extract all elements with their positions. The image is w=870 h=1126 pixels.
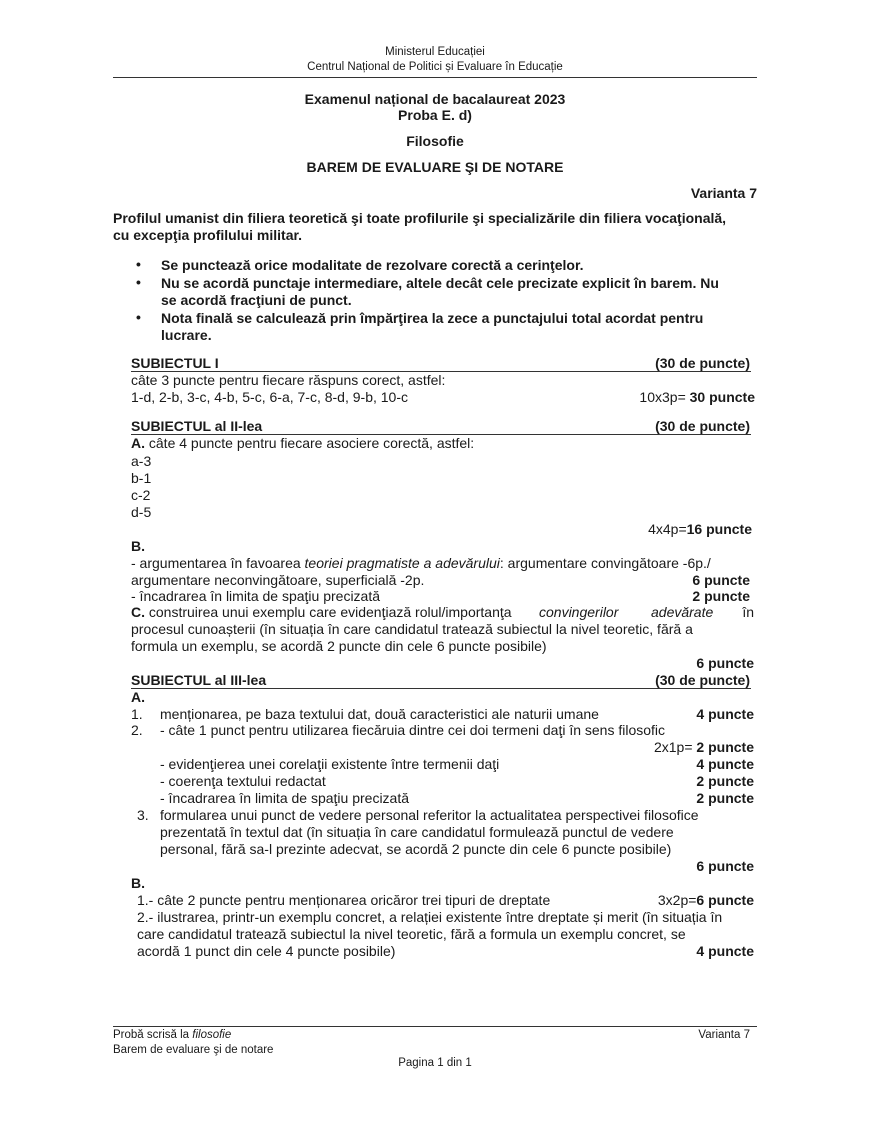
s2-b1-score: 6 puncte <box>692 572 750 588</box>
s3-i3-line-3: personal, fără sa-l prezinte adecvat, se acordă 2 puncte din cele 6 puncte posibile) <box>160 841 672 857</box>
s1-calc: 10x3p= <box>639 389 686 405</box>
center-name: Centrul Național de Politici și Evaluare în Educație <box>307 61 563 73</box>
s2-heading: SUBIECTUL al II-lea <box>131 418 263 434</box>
s2-c-italic-2: adevărate <box>651 604 714 620</box>
s3-i3-line-2: prezentată în textul dat (în situația în care candidatul formulează punctul de vedere <box>160 824 674 840</box>
exam-title: Examenul național de bacalaureat 2023 <box>304 91 566 107</box>
s2-c-line <box>131 604 512 620</box>
s3-i2c-text: - coerenţa textului redactat <box>160 773 326 789</box>
s3-i3-num: 3. <box>137 807 149 823</box>
footer-page-number: Pagina 1 din 1 <box>398 1057 472 1069</box>
s3-i1-score: 4 puncte <box>696 706 754 722</box>
s3-i2a-calc: 2x1p= <box>653 739 693 755</box>
s2-c-italic-1: convingerilor <box>539 604 619 620</box>
rule-3-line-2: lucrare. <box>161 327 212 343</box>
header-divider <box>113 77 757 78</box>
s3-b2-score: 4 puncte <box>696 943 754 959</box>
s3-i1-num: 1. <box>131 706 143 722</box>
s3-b2-line-3: acordă 1 punct din cele 4 puncte posibile) <box>137 943 396 959</box>
s3-b2-line-1: 2.- ilustrarea, printr-un exemplu concret, a relației existente între dreptate și merit (în situația în <box>137 909 723 925</box>
s3-i2a-score <box>654 739 754 755</box>
s3-i2b-text: - evidenţierea unei corelaţii existente între termenii daţi <box>160 756 500 772</box>
s2-b2-score: 2 puncte <box>692 588 750 604</box>
bullet-icon: • <box>136 256 141 272</box>
s2-b1-italic: teoriei pragmatiste a adevărului <box>304 555 500 571</box>
s1-points: (30 de puncte) <box>655 355 750 371</box>
s1-total: 30 puncte <box>689 389 755 405</box>
s2-pair-a: a-3 <box>131 453 152 469</box>
s3-i1-text: menționarea, pe baza textului dat, două caracteristici ale naturii umane <box>160 706 599 722</box>
s2-c-pre: construirea unui exemplu care evidenţiază rolul/importanţa <box>145 604 512 620</box>
footer-divider <box>113 1026 757 1027</box>
footer-barem: Barem de evaluare şi de notare <box>113 1044 274 1056</box>
s2-b2-line: - încadrarea în limita de spaţiu precizată <box>131 588 381 604</box>
ministry-name: Ministerul Educației <box>385 46 485 58</box>
s3-i2-num: 2. <box>131 722 143 738</box>
s2-b1-pre: - argumentarea în favoarea <box>131 555 305 571</box>
s2-points: (30 de puncte) <box>655 418 750 434</box>
s3-b1-text: 1.- câte 2 puncte pentru menționarea oricăror trei tipuri de dreptate <box>137 892 551 908</box>
s3-b1-calc: 3x2p= <box>657 892 697 908</box>
s2-c-label: C. <box>131 604 145 620</box>
s2-pair-c: c-2 <box>131 487 151 503</box>
s2-pair-d: d-5 <box>131 504 152 520</box>
s2-a-line <box>131 435 474 451</box>
rule-1-line-1: Se punctează orice modalitate de rezolvare corectă a cerinţelor. <box>161 257 584 273</box>
s2-b1-line-2: argumentare neconvingătoare, superficială -2p. <box>131 572 425 588</box>
s3-i2c-score: 2 puncte <box>696 773 754 789</box>
bullet-icon: • <box>136 274 141 290</box>
s3-b-label: B. <box>131 875 145 891</box>
s3-i3-score: 6 puncte <box>696 858 754 874</box>
s2-b1-line <box>131 555 711 571</box>
s3-a-label: A. <box>131 689 145 705</box>
s1-heading: SUBIECTUL I <box>131 355 219 371</box>
footer-proba-subject: filosofie <box>192 1029 232 1041</box>
s3-i2a-total: 2 puncte <box>696 739 754 755</box>
profile-line-2: cu excepţia profilului militar. <box>113 227 303 243</box>
proba-title: Proba E. d) <box>398 107 472 123</box>
s3-b1-total: 6 puncte <box>696 892 754 908</box>
s2-b-label: B. <box>131 538 145 554</box>
s3-heading: SUBIECTUL al III-lea <box>131 672 267 688</box>
s1-intro: câte 3 puncte pentru fiecare răspuns corect, astfel: <box>131 372 446 388</box>
s2-pair-b: b-1 <box>131 470 152 486</box>
s2-a-calc: 4x4p= <box>648 521 687 537</box>
s3-i3-line-1: formularea unui punct de vedere personal referitor la actualitatea perspectivei filosofice <box>160 807 699 823</box>
s2-c-line-2: procesul cunoașterii (în situația în care candidatul tratează subiectul la nivel teoretic, fără a <box>131 621 693 637</box>
s2-b1-post: : argumentare convingătoare -6p./ <box>499 555 711 571</box>
s2-a-total: 16 puncte <box>686 521 752 537</box>
s3-b2-line-2: care candidatul tratează subiectul la nivel teoretic, fără a formula un exemplu concret, se <box>137 926 686 942</box>
rule-2-line-1: Nu se acordă punctaje intermediare, altele decât cele precizate explicit în barem. Nu <box>161 275 719 291</box>
s3-i2d-text: - încadrarea în limita de spaţiu precizată <box>160 790 410 806</box>
profile-line-1: Profilul umanist din filiera teoretică şi toate profilurile şi specializările din filiera vocaţională, <box>113 210 727 226</box>
s1-answers: 1-d, 2-b, 3-c, 4-b, 5-c, 6-a, 7-c, 8-d, 9-b, 10-c <box>131 389 408 405</box>
footer-proba <box>113 1029 231 1041</box>
barem-title: BAREM DE EVALUARE ŞI DE NOTARE <box>306 159 564 175</box>
rule-2-line-2: se acordă fracţiuni de punct. <box>161 292 352 308</box>
s1-score <box>639 389 755 405</box>
footer-varianta: Varianta 7 <box>698 1029 750 1041</box>
subject-title: Filosofie <box>406 133 464 149</box>
s3-heading-rule <box>131 688 751 689</box>
s2-a-score <box>648 521 752 537</box>
s2-c-score: 6 puncte <box>696 655 754 671</box>
s3-points: (30 de puncte) <box>655 672 750 688</box>
s2-c-post: în <box>742 604 754 620</box>
rule-3-line-1: Nota finală se calculează prin împărţirea la zece a punctajului total acordat pentru <box>161 310 704 326</box>
s3-i2d-score: 2 puncte <box>696 790 754 806</box>
s2-a-intro: câte 4 puncte pentru fiecare asociere corectă, astfel: <box>148 435 475 451</box>
s3-i2b-score: 4 puncte <box>696 756 754 772</box>
varianta-label: Varianta 7 <box>690 185 757 201</box>
footer-proba-pre: Probă scrisă la <box>113 1029 193 1041</box>
s2-a-label: A. <box>131 435 145 451</box>
s3-b1-score <box>658 892 754 908</box>
s2-c-line-3: formula un exemplu, se acordă 2 puncte din cele 6 puncte posibile) <box>131 638 547 654</box>
bullet-icon: • <box>136 309 141 325</box>
s3-i2a-text: - câte 1 punct pentru utilizarea fiecăruia dintre cei doi termeni daţi în sens filosofic <box>160 722 666 738</box>
